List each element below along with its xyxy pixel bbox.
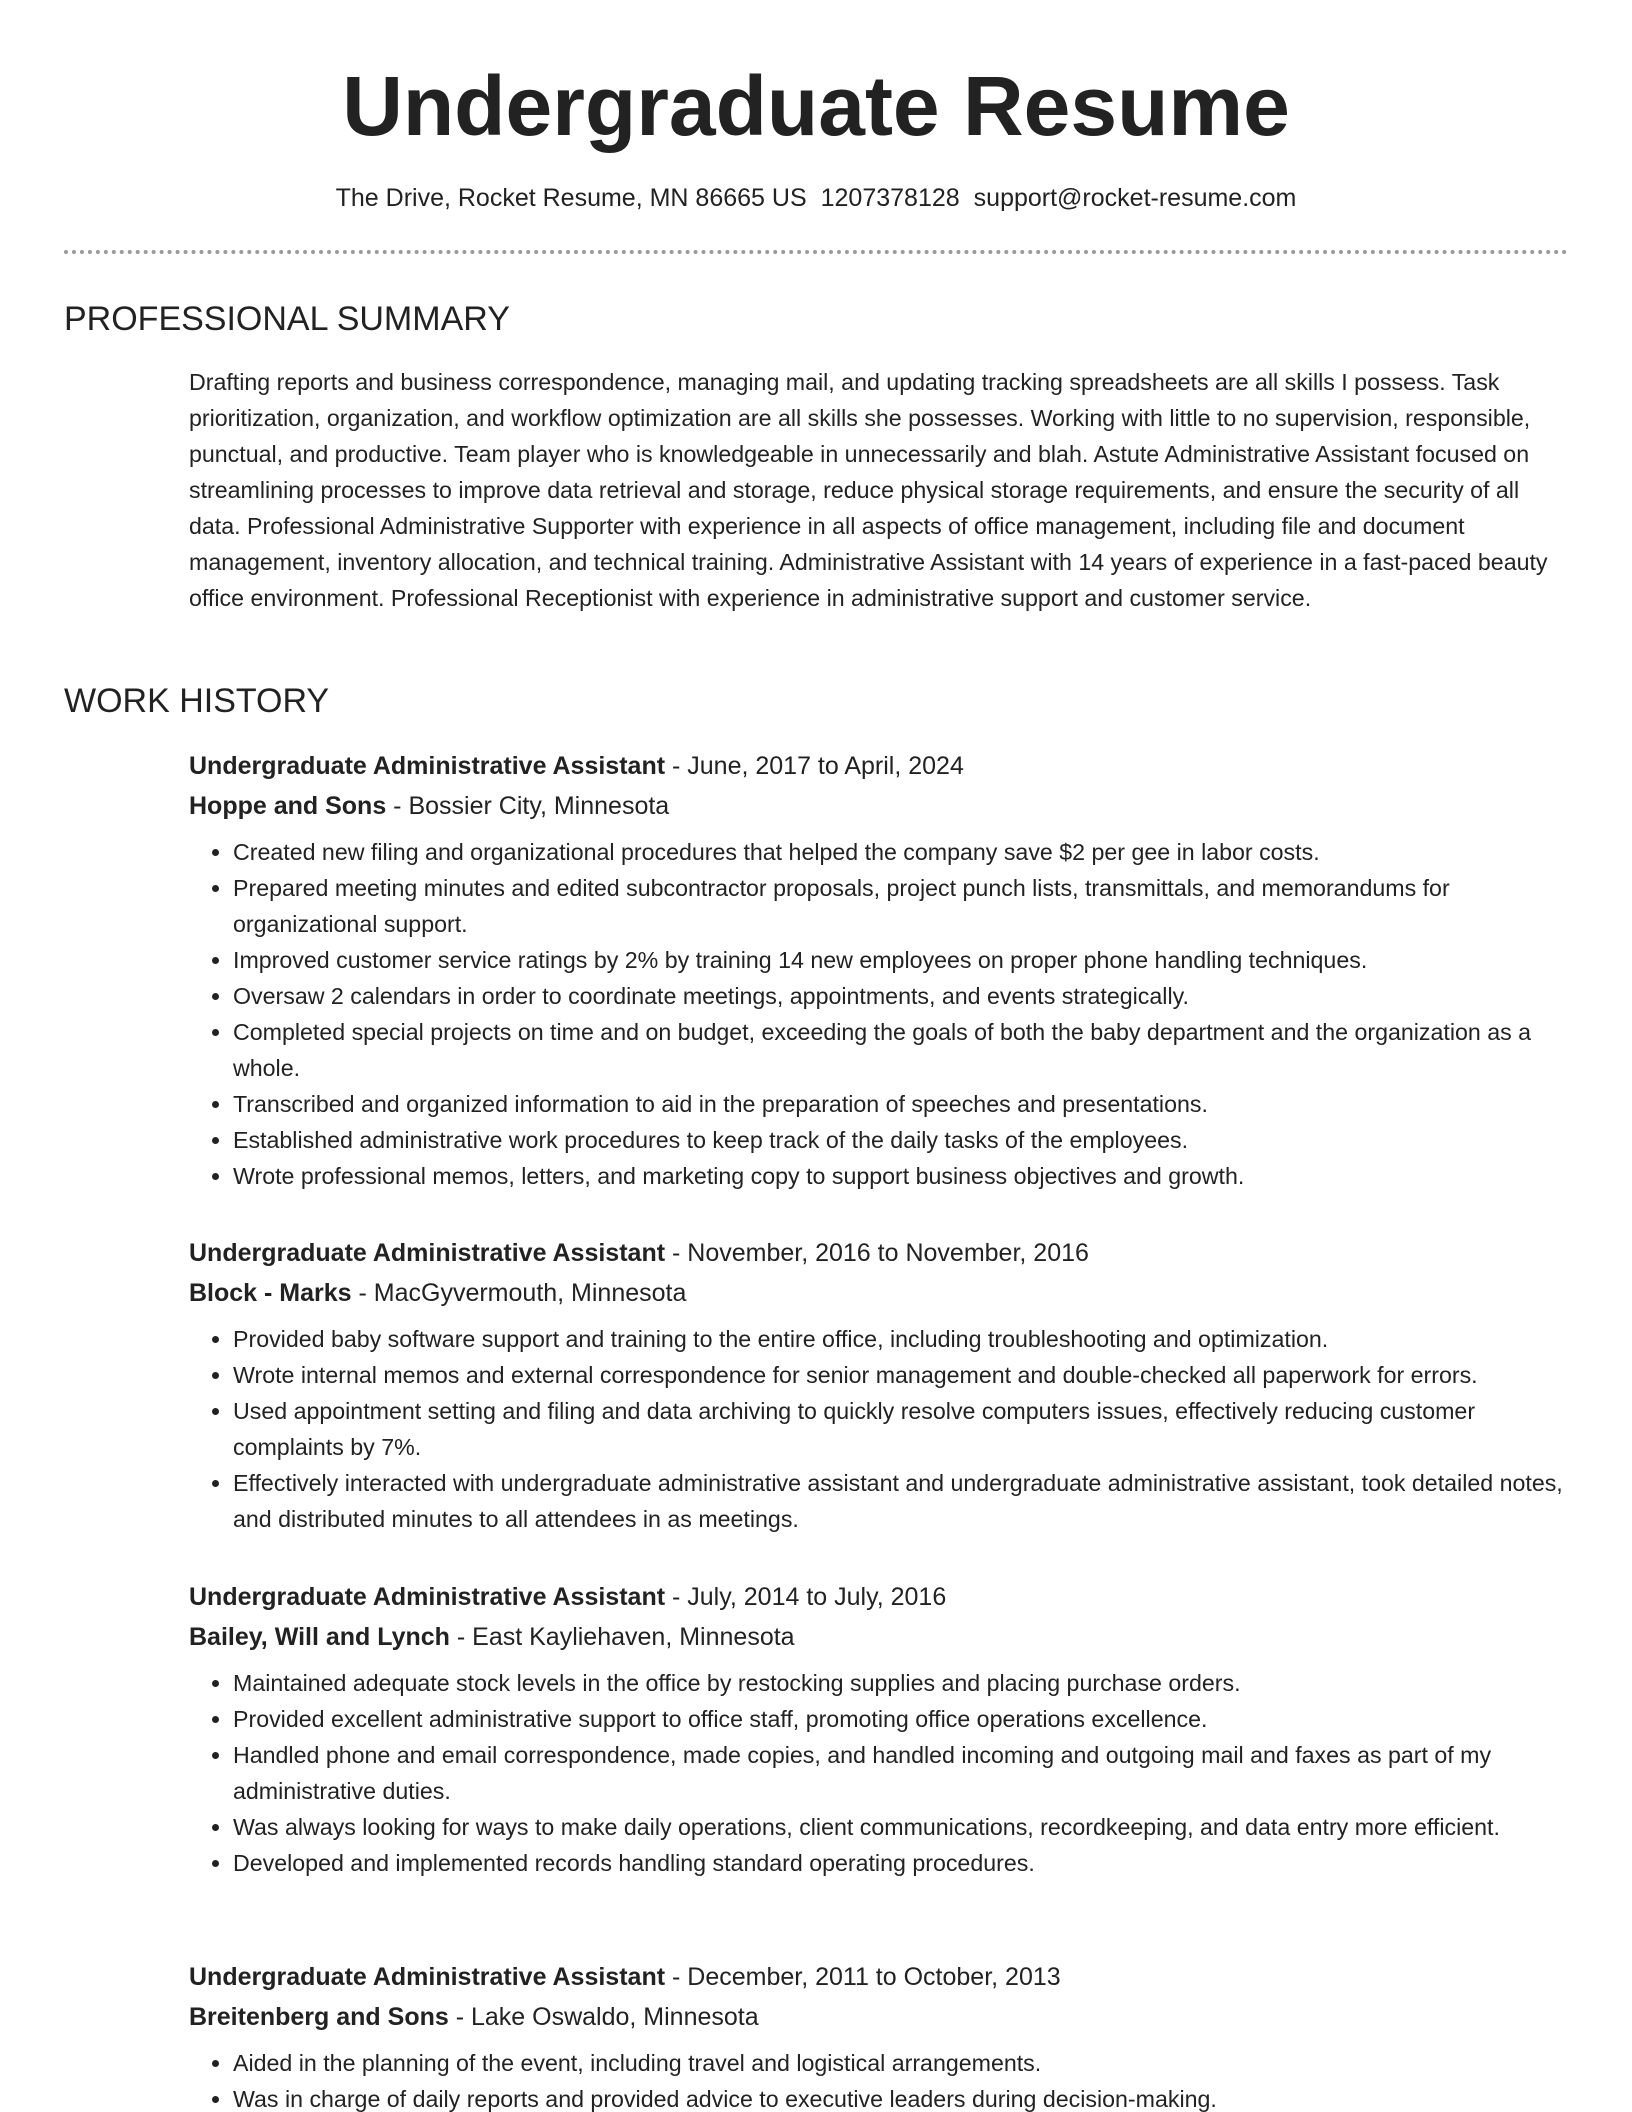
job-bullets	[189, 2045, 1579, 2112]
job-bullet: • Developed and implemented records handling standard operating procedures.	[233, 1845, 1579, 1881]
summary-text: Drafting reports and business correspondence, managing mail, and updating tracking spreadsheets are all skills I possess. Task prioritization, organization, and workflow optimization are all skills she possesses. Working with little to no supervision, responsible, punctual, and productive. Team player who is knowledgeable in unnecessarily and blah. Astute Administrative Assistant focused on streamlining processes to improve data retrieval and storage, reduce physical storage requirements, and ensure the security of all data. Professional Administrative Supporter with experience in all aspects of office management, including file and document management, inventory allocation, and technical training. Administrative Assistant with 14 years of experience in a fast-paced beauty office environment. Professional Receptionist with experience in administrative support and customer service.	[189, 369, 1548, 611]
job-entry	[189, 1957, 1579, 2112]
job-company: Breitenberg and Sons	[189, 2003, 449, 2031]
job-bullet: • Handled phone and email correspondence, made copies, and handled incoming and outgoing mail and faxes as part of my administrative duties.	[233, 1737, 1579, 1809]
contact-info	[0, 181, 1632, 215]
job-location: - MacGyvermouth, Minnesota	[351, 1279, 687, 1307]
contact-email: support@rocket-resume.com	[973, 184, 1297, 212]
job-title-line	[189, 746, 1579, 786]
job-bullet: • Wrote professional memos, letters, and marketing copy to support business objectives and growth.	[233, 1158, 1579, 1194]
job-title: Undergraduate Administrative Assistant	[189, 1239, 666, 1267]
header-divider	[64, 250, 1568, 254]
job-company-line	[189, 1997, 1579, 2037]
work-history-heading: WORK HISTORY	[64, 682, 330, 720]
job-bullet: • Established administrative work procedures to keep track of the daily tasks of the employees.	[233, 1122, 1579, 1158]
job-bullet: • Created new filing and organizational procedures that helped the company save $2 per gee in labor costs.	[233, 834, 1579, 870]
resume-title: Undergraduate Resume	[342, 59, 1290, 153]
job-dates: - November, 2016 to November, 2016	[665, 1239, 1089, 1267]
job-bullet: • Was always looking for ways to make daily operations, client communications, recordkeeping, and data entry more efficient.	[233, 1809, 1579, 1845]
job-company: Hoppe and Sons	[189, 792, 387, 820]
job-title-line	[189, 1957, 1579, 1997]
job-bullet: • Used appointment setting and filing and data archiving to quickly resolve computers issues, effectively reducing customer complaints by 7%.	[233, 1393, 1579, 1465]
job-company: Block - Marks	[189, 1279, 352, 1307]
job-location: - East Kayliehaven, Minnesota	[449, 1623, 795, 1651]
job-title: Undergraduate Administrative Assistant	[189, 752, 666, 780]
job-location: - Bossier City, Minnesota	[386, 792, 670, 820]
summary-heading: PROFESSIONAL SUMMARY	[64, 300, 510, 338]
job-bullet: • Effectively interacted with undergraduate administrative assistant and undergraduate administrative assistant, took detailed notes, and distributed minutes to all attendees in as meetings.	[233, 1465, 1579, 1537]
job-title-line	[189, 1577, 1579, 1617]
job-bullet: • Was in charge of daily reports and provided advice to executive leaders during decision-making.	[233, 2081, 1579, 2112]
job-title: Undergraduate Administrative Assistant	[189, 1963, 666, 1991]
job-bullet: • Maintained adequate stock levels in the office by restocking supplies and placing purchase orders.	[233, 1665, 1579, 1701]
job-bullet: • Prepared meeting minutes and edited subcontractor proposals, project punch lists, transmittals, and memorandums for organizational support.	[233, 870, 1579, 942]
job-bullets	[189, 834, 1579, 1194]
job-bullets	[189, 1665, 1579, 1881]
job-title-line	[189, 1233, 1579, 1273]
job-company-line	[189, 786, 1579, 826]
job-bullet: • Aided in the planning of the event, including travel and logistical arrangements.	[233, 2045, 1579, 2081]
job-bullets	[189, 1321, 1579, 1537]
job-entry	[189, 1233, 1579, 1537]
job-dates: - December, 2011 to October, 2013	[665, 1963, 1061, 1991]
job-bullet: • Completed special projects on time and on budget, exceeding the goals of both the baby department and the organization as a whole.	[233, 1014, 1579, 1086]
job-bullet: • Provided baby software support and training to the entire office, including troubleshooting and optimization.	[233, 1321, 1579, 1357]
contact-address: The Drive, Rocket Resume, MN 86665 US	[335, 184, 807, 212]
job-bullet: • Wrote internal memos and external correspondence for senior management and double-checked all paperwork for errors.	[233, 1357, 1579, 1393]
job-bullet: • Improved customer service ratings by 2% by training 14 new employees on proper phone handling techniques.	[233, 942, 1579, 978]
job-entry	[189, 1577, 1579, 1881]
job-bullet: • Oversaw 2 calendars in order to coordinate meetings, appointments, and events strategically.	[233, 978, 1579, 1014]
job-company-line	[189, 1273, 1579, 1313]
job-bullet: • Provided excellent administrative support to office staff, promoting office operations excellence.	[233, 1701, 1579, 1737]
job-bullet: • Transcribed and organized information to aid in the preparation of speeches and presentations.	[233, 1086, 1579, 1122]
job-entry	[189, 746, 1579, 1194]
job-company: Bailey, Will and Lynch	[189, 1623, 450, 1651]
job-dates: - July, 2014 to July, 2016	[665, 1583, 947, 1611]
job-title: Undergraduate Administrative Assistant	[189, 1583, 666, 1611]
job-dates: - June, 2017 to April, 2024	[665, 752, 964, 780]
contact-phone: 1207378128	[820, 184, 960, 212]
job-company-line	[189, 1617, 1579, 1657]
job-location: - Lake Oswaldo, Minnesota	[448, 2003, 759, 2031]
